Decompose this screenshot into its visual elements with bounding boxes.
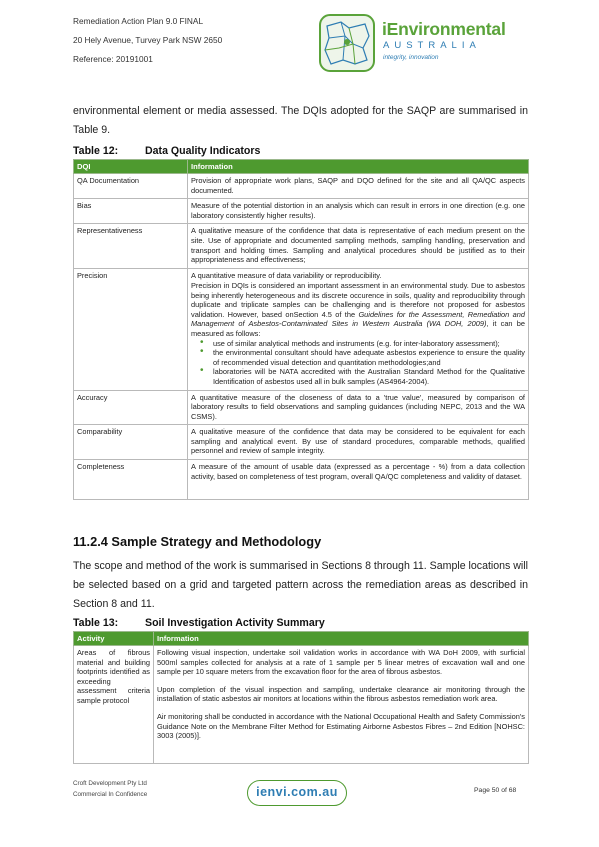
precision-text-c: , it can be measured as follows:	[191, 319, 525, 338]
activity-cell: Areas of fibrous material and building footprints identified as exceeding assessment criteria sample protocol	[74, 646, 154, 764]
column-header-information: Information	[154, 632, 529, 646]
logo-subtitle: AUSTRALIA	[383, 40, 481, 51]
table-row	[74, 460, 529, 500]
info-cell: A quantitative measure of the closeness of data to a 'true value', measured by comparison of laboratory results to field observations and sampling guidances (including NEPC, 2013 and the WA CSMS).	[188, 390, 529, 425]
column-header-activity: Activity	[74, 632, 154, 646]
logo-tagline: integrity, innovation	[383, 54, 439, 61]
info-cell: A measure of the amount of usable data (expressed as a percentage - %) from a data collection activity, based on completeness of test program, overall QA/QC completeness and validity of dataset.	[188, 460, 529, 500]
precision-intro: A quantitative measure of data variability or reproducibility.	[191, 271, 382, 281]
list-item: • the environmental consultant should have adequate asbestos experience to ensure the quality of recommended visual detection and quantitation methodologies;and	[203, 348, 525, 367]
table-row	[74, 425, 529, 460]
column-header-information: Information	[188, 160, 529, 174]
table-row	[74, 174, 529, 199]
dqi-cell: Precision	[74, 269, 188, 390]
table-13-caption	[73, 617, 325, 629]
table-row	[74, 199, 529, 224]
dqi-cell: Comparability	[74, 425, 188, 460]
table-12-caption	[73, 145, 260, 157]
dqi-cell: Bias	[74, 199, 188, 224]
precision-bullet-list	[191, 339, 525, 387]
document-header	[73, 12, 222, 69]
page-number: Page 50 of 68	[474, 787, 517, 794]
list-item: • use of similar analytical methods and instruments (e.g. for inter-laboratory assessment);	[203, 339, 525, 349]
table-12-number: Table 12:	[73, 145, 119, 157]
guideline-citation: Guidelines for the Assessment, Remediation and Management of Asbestos-Contaminated Sites in Western Australia (WA DOH, 2009)	[191, 309, 525, 329]
dqi-table	[73, 159, 529, 500]
table-row	[74, 224, 529, 269]
activity-paragraph-2: Upon completion of the visual inspection and sampling, undertake clearance air monitoring through the installation of static asbestos air monitors at locations within the fibrous asbestos remediation work area.	[157, 684, 525, 704]
activity-paragraph-3: Air monitoring shall be conducted in accordance with the National Occupational Health and Safety Commission's Guidance Note on the Membrane Filter Method for Estimating Airborne Asbestos Fibres – 2nd Edition [NOHSC: 3003 (2005)].	[157, 711, 525, 741]
info-cell: A qualitative measure of the confidence that data may be considered to be equivalent for each sampling and analytical event. By use of standard procedures, comparable methods, qualified personnel and review of sample integrity.	[188, 425, 529, 460]
header-address: 20 Hely Avenue, Turvey Park NSW 2650	[73, 35, 223, 45]
footer-company-info	[73, 778, 147, 800]
precision-text-a: Precision in DQIs is considered an important assessment in an environmental study. Due to asbestos being inherently heterogeneous and its discrete occurence in soils, quality and reproducibility through duplicate and triplicate samples can be challenging and is therefore not proposed for asbestos validation. However, based onSection 4.5 of the	[191, 280, 525, 319]
dqi-cell: Completeness	[74, 460, 188, 500]
list-item: • laboratories will be NATA accredited with the Australian Standard Method for the Qualitative Identification of asbestos used all in bulk samples (AS4964-2004).	[203, 367, 525, 386]
table-13-title: Soil Investigation Activity Summary	[145, 617, 325, 629]
dqi-cell: Representativeness	[74, 224, 188, 269]
info-cell	[188, 269, 529, 390]
table-row	[74, 390, 529, 425]
info-cell: Measure of the potential distortion in an analysis which can result in errors in one direction (e.g. one laboratory consistently higher results).	[188, 199, 529, 224]
footer-company: Croft Development Pty Ltd	[73, 780, 147, 787]
map-logo-icon	[319, 14, 375, 72]
footer-confidence: Commercial In Confidence	[73, 791, 148, 798]
company-logo	[319, 14, 509, 72]
info-cell: Provision of appropriate work plans, SAQP and DQO defined for the site and all QA/QC aspects documented.	[188, 174, 529, 199]
table-header-row	[74, 632, 529, 646]
table-header-row	[74, 160, 529, 174]
dqi-cell: Accuracy	[74, 390, 188, 425]
column-header-dqi: DQI	[74, 160, 188, 174]
precision-paragraph	[191, 281, 525, 339]
footer-website[interactable]: ienvi.com.au	[247, 780, 347, 806]
table-12-title: Data Quality Indicators	[145, 145, 261, 157]
activity-table	[73, 631, 529, 764]
section-paragraph: The scope and method of the work is summarised in Sections 8 through 11. Sample locations will be selected based on a grid and targeted pattern across the remediation areas as described in Section 8 and 11.	[73, 560, 528, 610]
table-row	[74, 646, 529, 764]
header-title: Remediation Action Plan 9.0 FINAL	[73, 16, 204, 26]
logo-title: iEnvironmental	[382, 19, 506, 39]
table-13-number: Table 13:	[73, 617, 119, 629]
header-reference: Reference: 20191001	[73, 54, 153, 64]
info-cell: A qualitative measure of the confidence that data is representative of each medium present on the site. Use of appropriate and documented sampling methods, sampling handling, preservation and transport and holding times. Sampling and analytical procedures should be justified as to their appropriateness and effectiveness;	[188, 224, 529, 269]
table-row	[74, 269, 529, 390]
activity-paragraph-1: Following visual inspection, undertake soil validation works in accordance with WA DoH 2009, with surficial 500ml samples collected for analysis at a rate of 1 sample per 5 linear metres of excavation wall and one sample per 10 square meters from the excavation floor for the area of fibrous asbestos.	[157, 648, 525, 677]
info-cell	[154, 646, 529, 764]
intro-paragraph: environmental element or media assessed. The DQIs adopted for the SAQP are summarised in Table 9.	[73, 105, 528, 136]
section-heading: 11.2.4 Sample Strategy and Methodology	[73, 534, 322, 549]
dqi-cell: QA Documentation	[74, 174, 188, 199]
